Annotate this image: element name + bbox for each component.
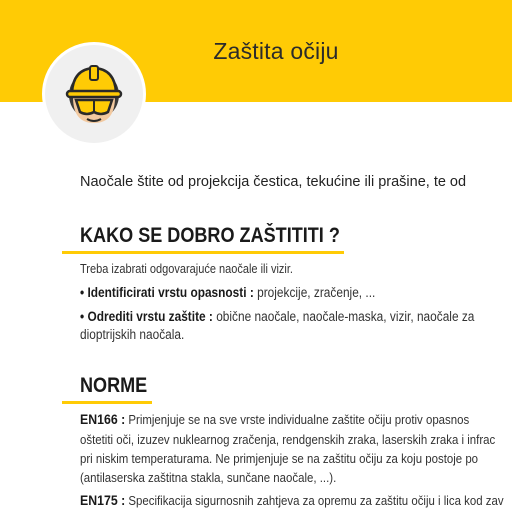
- section-text: Treba izabrati odgovarajuće naočale ili vizir.: [80, 262, 293, 276]
- norm-code: EN175 :: [80, 492, 126, 508]
- avatar: [42, 42, 146, 146]
- heading-underline: [62, 401, 152, 404]
- bullet-text: obične naočale, naočale-maska, vizir, naočale za: [212, 309, 475, 324]
- bullet-text-continuation: dioptrijskih naočala.: [80, 327, 185, 342]
- bullet-label: • Identificirati vrstu opasnosti :: [80, 285, 254, 300]
- section-heading-norms: NORME: [80, 374, 148, 397]
- norm-item: [80, 411, 469, 427]
- norm-line: oštetiti oči, izuzev nuklearnog zračenja, rendgenskih zraka, laserskih zraka i infrac: [80, 432, 496, 447]
- page-title: Zaštita očiju: [213, 38, 339, 64]
- norm-line: Primjenjuje se na sve vrste individualne zaštite očiju protiv opasnos: [125, 412, 470, 427]
- norm-line: (antilaserska zaštitna stakla, sunčane naočale, ...).: [80, 470, 337, 485]
- norm-line: pri niskim temperaturama. Ne primjenjuje se na zaštitu očiju za koju postoje po: [80, 451, 479, 466]
- construction-helmet-worker-icon: [57, 57, 131, 131]
- list-item: [80, 309, 474, 324]
- norm-item: [80, 492, 504, 508]
- heading-underline: [62, 251, 344, 254]
- list-item: [80, 285, 375, 300]
- bullet-text: projekcije, zračenje, ...: [253, 285, 376, 300]
- bullet-label: • Odrediti vrstu zaštite :: [80, 309, 213, 324]
- norm-line: Specifikacija sigurnosnih zahtjeva za opremu za zaštitu očiju i lica kod zav: [125, 493, 504, 508]
- norm-code: EN166 :: [80, 411, 126, 427]
- intro-text: Naočale štite od projekcija čestica, tekućine ili prašine, te od: [80, 174, 467, 190]
- section-heading-protection: KAKO SE DOBRO ZAŠTITITI ?: [80, 224, 340, 247]
